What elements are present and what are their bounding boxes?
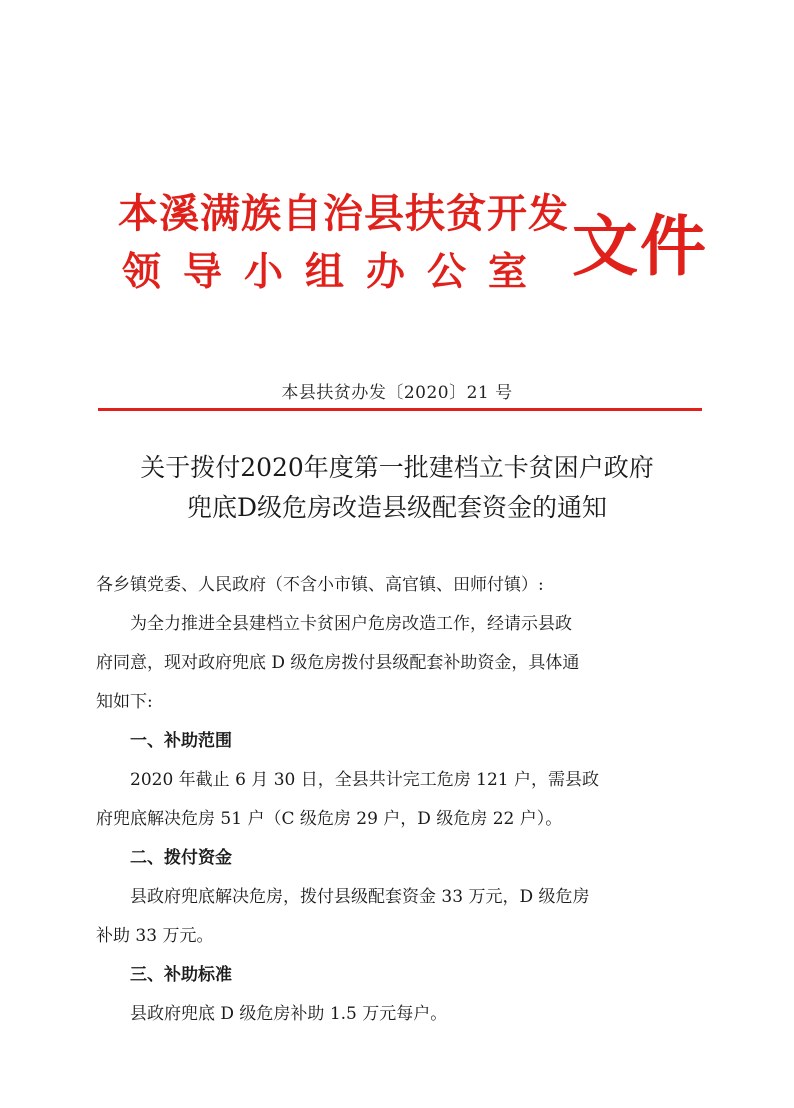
- intro-line-3: 知如下:: [96, 692, 153, 712]
- document-title: [60, 448, 734, 528]
- section2-line-1: 县政府兜底解决危房，拨付县级配套资金 33 万元，D 级危房: [130, 887, 590, 907]
- section1-line-2: 府兜底解决危房 51 户（C 级危房 29 户，D 级危房 22 户）。: [96, 809, 563, 829]
- section-heading-standard: 三、补助标准: [130, 965, 232, 985]
- salutation: 各乡镇党委、人民政府（不含小市镇、高官镇、田师付镇）:: [96, 575, 544, 595]
- masthead-document-label: 文件: [572, 207, 708, 285]
- section3-line-1: 县政府兜底 D 级危房补助 1.5 万元每户。: [130, 1004, 448, 1024]
- section-heading-funds: 二、拨付资金: [130, 848, 232, 868]
- red-divider-rule: [98, 408, 702, 411]
- intro-line-2: 府同意，现对政府兜底 D 级危房拨付县级配套补助资金，具体通: [96, 653, 580, 673]
- document-body: [96, 566, 706, 1034]
- document-title-line1: 关于拨付2020年度第一批建档立卡贫困户政府: [140, 453, 654, 482]
- intro-line-1: 为全力推进全县建档立卡贫困户危房改造工作，经请示县政: [130, 614, 572, 634]
- document-title-line2: 兜底D级危房改造县级配套资金的通知: [186, 493, 608, 522]
- document-number: 本县扶贫办发〔2020〕21 号: [281, 383, 513, 403]
- masthead-issuer-line2: 领导小组办公室: [122, 249, 550, 295]
- section2-line-2: 补助 33 万元。: [96, 926, 214, 946]
- section1-line-1: 2020 年截止 6 月 30 日，全县共计完工危房 121 户，需县政: [130, 770, 599, 790]
- masthead: [118, 188, 708, 328]
- masthead-issuer-line1: 本溪满族自治县扶贫开发: [118, 190, 569, 237]
- section-heading-scope: 一、补助范围: [130, 731, 232, 751]
